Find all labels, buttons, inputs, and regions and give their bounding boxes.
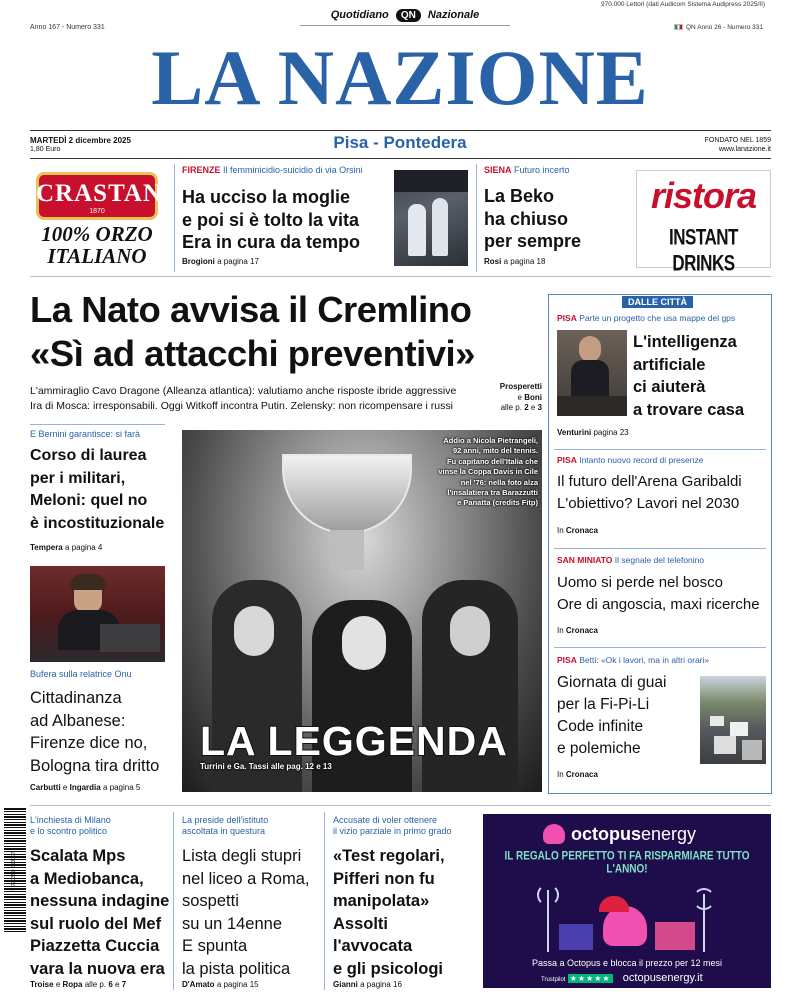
fipili-ref[interactable]: In Cronaca xyxy=(557,770,598,779)
san-miniato-kicker: SAN MINIATO Il segnale del telefonino xyxy=(557,555,705,565)
traffic-photo xyxy=(700,676,766,764)
pisa-ai-credit: Venturini pagina 23 xyxy=(557,428,629,437)
octopus-energy-ad[interactable] xyxy=(483,814,771,988)
crastan-brand: CRASTAN xyxy=(36,180,162,207)
issue-price: 1,80 Euro xyxy=(30,146,61,153)
newspaper-title[interactable]: LA NAZIONE xyxy=(151,34,649,121)
lead-summary: L'ammiraglio Cavo Dragone (Alleanza atlantica): valutiamo anche risposte ibride aggressive Ira di Mosca: irresponsabili. Oggi Witkoff incontra Putin. Zelensky: non ricompensare i russi xyxy=(30,385,457,412)
mps-credit: Troise e Ropa alle p. 6 e 7 xyxy=(30,980,127,989)
albanese-kicker: Bufera sulla relatrice Onu xyxy=(30,669,132,679)
mps-headline[interactable]: Scalata Mps a Mediobanca, nessuna indagine sul ruolo del Mef Piazzetta Cuccia vara la nuova era xyxy=(30,847,170,978)
qn-network-banner xyxy=(300,9,510,22)
firenze-headline[interactable]: Ha ucciso la moglie e poi si è tolto la vita Era in cura da tempo xyxy=(182,187,361,252)
bernini-kicker: E Bernini garantisce: si farà xyxy=(30,429,141,439)
liceo-credit: D'Amato a pagina 15 xyxy=(182,980,259,989)
edition-name[interactable]: Pisa - Pontedera xyxy=(333,133,467,152)
liceo-headline[interactable]: Lista degli stupri nel liceo a Roma, sospetti su un 14enne E spunta la pista politica xyxy=(182,847,310,978)
nazionale-label: Nazionale xyxy=(427,9,480,21)
pifferi-kicker: Accusate di voler ottenere il vizio parziale in primo grado xyxy=(333,815,452,837)
photo-credit: Turrini e Ga. Tassi alle pag. 12 e 13 xyxy=(200,762,332,771)
barcode-digits: 9 770390 013007 xyxy=(11,851,17,891)
siena-headline[interactable]: La Beko ha chiuso per sempre xyxy=(484,186,582,251)
octopus-brand: octopusenergy xyxy=(571,824,697,844)
trustpilot-label: Trustpilot xyxy=(541,977,566,983)
issue-date: MARTEDÌ 2 dicembre 2025 xyxy=(30,136,131,145)
founded-year: FONDATO NEL 1859 xyxy=(704,137,771,144)
trustpilot-rating xyxy=(541,972,703,984)
fipili-headline[interactable]: Giornata di guai per la Fi-Pi-Li Code infinite e polemiche xyxy=(557,674,667,757)
lead-headline[interactable]: La Nato avvisa il Cremlino «Sì ad attacchi preventivi» xyxy=(30,289,475,374)
davis-cup-trophy xyxy=(282,454,412,534)
issue-number-right: QN Anno 26 - Numero 331 xyxy=(674,24,763,31)
pifferi-headline[interactable]: «Test regolari, Pifferi non fu manipolata» Assolti l'avvocata e gli psicologi xyxy=(333,847,445,978)
website[interactable]: www.lanazione.it xyxy=(718,146,771,153)
ristora-ad[interactable] xyxy=(636,170,771,276)
albanese-credit: Carbutti e Ingardia a pagina 5 xyxy=(30,783,141,792)
readers-note: 970.000 Lettori (dati Audicom Sistema Audipress 2025/II) xyxy=(601,1,766,8)
banner-rule xyxy=(300,25,510,26)
firenze-kicker: FIRENZE Il femminicidio-suicidio di via Orsini xyxy=(182,165,363,175)
pisa-ai-headline[interactable]: L'intelligenza artificiale ci aiuterà a trovare casa xyxy=(633,333,744,419)
photo-caption: Addio a Nicola Pietrangeli, 92 anni, mito del tennis. Fu capitano dell'Italia che vinse la Coppa Davis in Cile nel '76: nella foto alza l'insalatiera tra Barazzutti e Panatta (credits Fitp) xyxy=(438,436,538,508)
italy-flag-icon xyxy=(674,24,683,30)
quotidiano-label: Quotidiano xyxy=(330,9,389,21)
octopus-mascot xyxy=(603,906,647,946)
ai-speaker-photo xyxy=(557,330,627,416)
ristora-brand: ristora xyxy=(650,175,757,216)
pisa-arena-kicker: PISA Intanto nuovo record di presenze xyxy=(557,455,704,465)
wind-turbines xyxy=(543,884,713,956)
trustpilot-stars-icon: ★★★★★ xyxy=(569,974,611,983)
qn-logo: QN xyxy=(396,9,421,22)
dalle-citta-label: DALLE CITTÀ xyxy=(622,296,693,308)
fipili-kicker: PISA Betti: «Ok i lavori, ma in altri orari» xyxy=(557,655,710,665)
crastan-line1: 100% ORZO xyxy=(41,222,153,246)
mps-kicker: L'inchiesta di Milano e lo scontro politico xyxy=(30,815,111,837)
la-leggenda-headline[interactable]: LA LEGGENDA xyxy=(200,718,508,764)
octopus-offer: Passa a Octopus e blocca il prezzo per 12 mesi xyxy=(531,958,723,968)
albanese-photo xyxy=(30,566,165,662)
liceo-kicker: La preside dell'istituto ascoltata in questura xyxy=(182,815,269,837)
pisa-arena-headline[interactable]: Il futuro dell'Arena Garibaldi L'obiettivo? Lavori nel 2030 xyxy=(557,473,742,512)
ristora-tagline: INSTANT DRINKS xyxy=(669,225,738,276)
bernini-credit: Tempera a pagina 4 xyxy=(30,543,103,552)
siena-credit: Rosi a pagina 18 xyxy=(484,257,546,266)
san-miniato-ref[interactable]: In Cronaca xyxy=(557,626,598,635)
firenze-credit: Brogioni a pagina 17 xyxy=(182,257,259,266)
crastan-year: 1870 xyxy=(89,208,105,215)
lead-credit: Prosperetti e Boni alle p. 2 e 3 xyxy=(499,382,542,412)
bernini-headline[interactable]: Corso di laurea per i militari, Meloni: quel no è incostituzionale xyxy=(30,447,165,532)
octopus-website: octopusenergy.it xyxy=(622,972,703,984)
pifferi-credit: Gianni a pagina 16 xyxy=(333,980,402,989)
san-miniato-headline[interactable]: Uomo si perde nel bosco Ore di angoscia, maxi ricerche xyxy=(557,574,760,613)
forensics-photo xyxy=(394,170,468,266)
issue-number-left: Anno 167 - Numero 331 xyxy=(30,24,105,31)
albanese-headline[interactable]: Cittadinanza ad Albanese: Firenze dice no, Bologna tira dritto xyxy=(30,689,160,775)
pisa-gps-kicker: PISA Parte un progetto che usa mappe del gps xyxy=(557,313,736,323)
pisa-arena-ref[interactable]: In Cronaca xyxy=(557,526,598,535)
siena-kicker: SIENA Futuro incerto xyxy=(484,165,570,175)
crastan-ad[interactable] xyxy=(30,170,164,268)
crastan-line2: ITALIANO xyxy=(47,244,147,268)
octopus-tagline: IL REGALO PERFETTO TI FA RISPARMIARE TUTTO L'ANNO! xyxy=(504,849,750,877)
octopus-logo-icon xyxy=(543,824,565,844)
